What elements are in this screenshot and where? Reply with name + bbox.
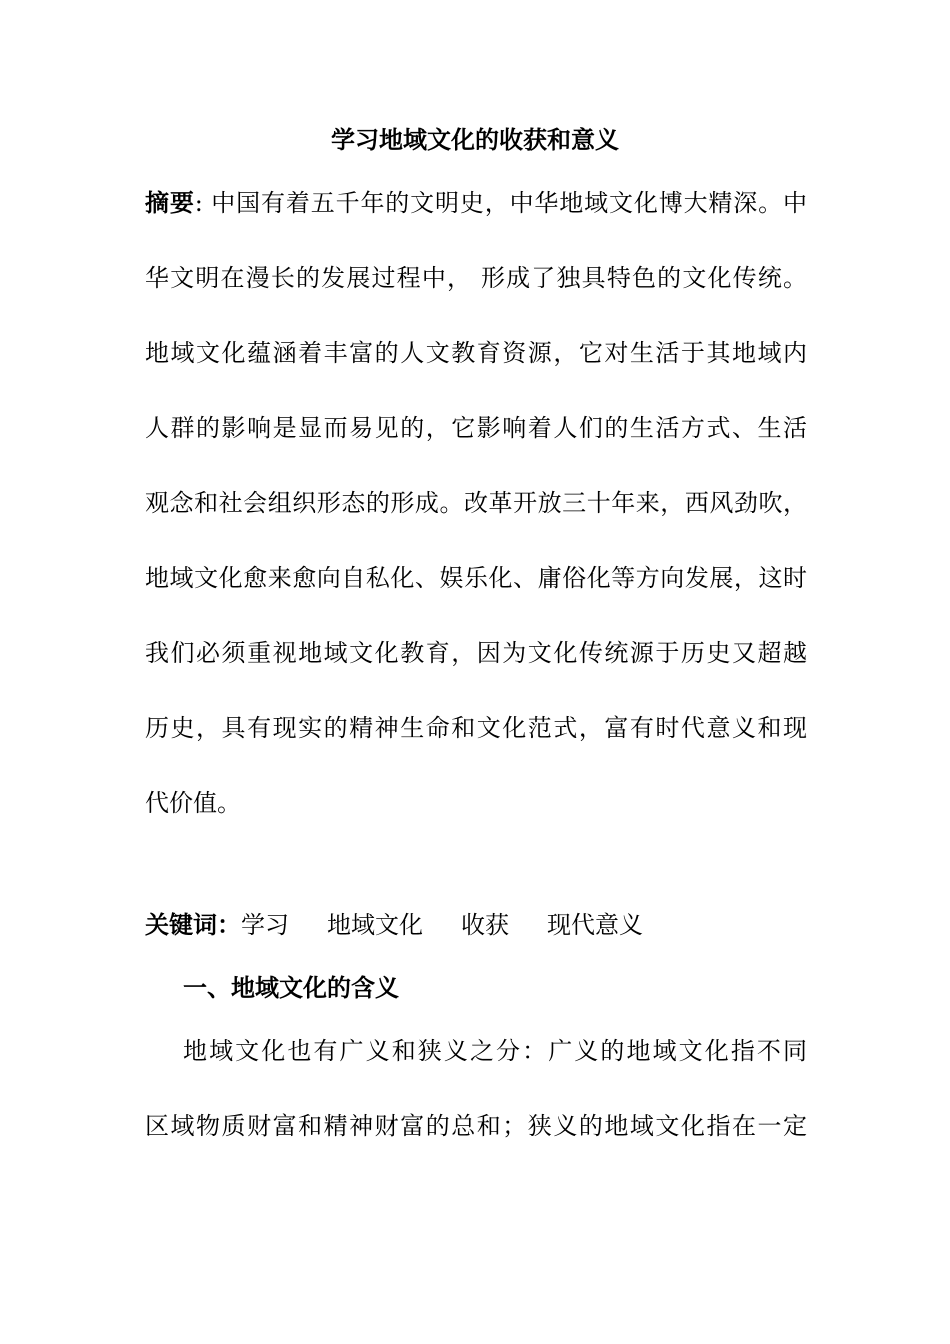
keyword-item: 地域文化 xyxy=(327,911,423,939)
abstract-text: 中国有着五千年的文明史，中华地域文化博大精深。中 xyxy=(211,189,808,217)
document-title: 学习地域文化的收获和意义 xyxy=(331,126,619,154)
abstract-line-9: 代价值。 xyxy=(145,789,241,817)
keyword-item: 学习 xyxy=(241,911,289,939)
section-body-line-1: 地域文化也有广义和狭义之分：广义的地域文化指不同 xyxy=(183,1037,807,1065)
abstract-line-8: 历史，具有现实的精神生命和文化范式，富有时代意义和现 xyxy=(145,714,807,742)
abstract-separator: : xyxy=(194,189,212,217)
keywords-label: 关键词： xyxy=(145,911,241,939)
abstract-label: 摘要 xyxy=(145,189,195,217)
abstract-line-7: 我们必须重视地域文化教育，因为文化传统源于历史又超越 xyxy=(145,639,807,667)
keyword-item: 现代意义 xyxy=(547,911,643,939)
abstract-line-5: 观念和社会组织形态的形成。改革开放三十年来，西风劲吹， xyxy=(145,489,807,517)
section-heading: 一、地域文化的含义 xyxy=(183,974,399,1002)
keywords-line xyxy=(145,907,643,943)
abstract-line-1 xyxy=(145,185,807,221)
section-body-line-2: 区域物质财富和精神财富的总和；狭义的地域文化指在一定 xyxy=(145,1112,807,1140)
abstract-line-4: 人群的影响是显而易见的，它影响着人们的生活方式、生活 xyxy=(145,414,807,442)
abstract-line-2: 华文明在漫长的发展过程中， 形成了独具特色的文化传统。 xyxy=(145,264,807,292)
keyword-item: 收获 xyxy=(461,911,509,939)
abstract-line-6: 地域文化愈来愈向自私化、娱乐化、庸俗化等方向发展，这时 xyxy=(145,564,807,592)
abstract-line-3: 地域文化蕴涵着丰富的人文教育资源，它对生活于其地域内 xyxy=(145,339,807,367)
